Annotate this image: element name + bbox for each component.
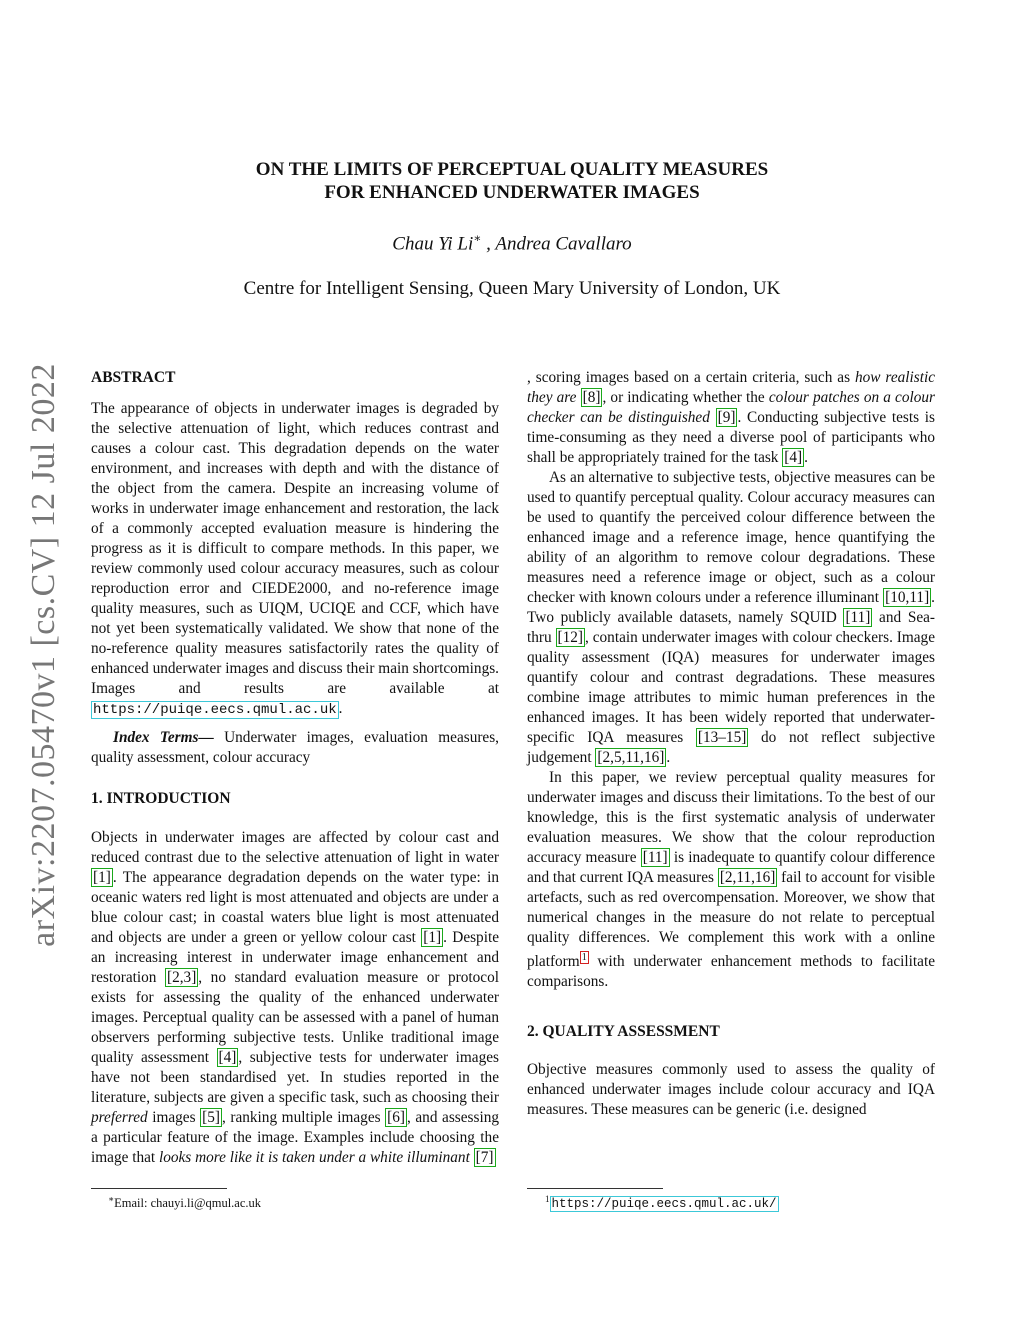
title-line-2: FOR ENHANCED UNDERWATER IMAGES bbox=[324, 182, 700, 203]
section-1-heading: 1. INTRODUCTION bbox=[91, 790, 231, 807]
citation-link[interactable]: [8] bbox=[582, 389, 601, 406]
text-run: In this paper, we review perceptual quality measures for underwater images and discuss their limitations. To the best of our knowledge, this is the first systematic analysis of underwater evaluation measures. We show that the colour reproduction accuracy measure bbox=[527, 769, 935, 866]
footnote-rule bbox=[527, 1188, 663, 1189]
arxiv-sidebar-stamp bbox=[24, 365, 64, 945]
quality-paragraph-1: Objective measures commonly used to assess the quality of enhanced underwater images include colour accuracy and IQA measures. These measures can be generic (i.e. designed bbox=[527, 1061, 935, 1119]
text-run: do not reflect subjective judgement bbox=[527, 729, 935, 766]
citation-link[interactable]: [13–15] bbox=[697, 729, 747, 746]
abstract-body: The appearance of objects in underwater images is degraded by the selective attenuation of light, which reduces contrast and causes a colour cast. This degradation depends on the water environment, and increases with depth and with the distance of the object from the camera. Despite an increasing volume of works in underwater image enhancement and restoration, the lack of a commonly accepted evaluation measure is hindering the progress as it is difficult to compare methods. In this paper, we review commonly used colour accuracy measures, such as colour reproduction error and CIEDE2000, and no-reference image quality measures, such as UIQM, UCIQE and CCF, which have not yet been systematically validated. We show that none of the no-reference quality measures satisfactorily rates the quality of enhanced underwater images and discuss their main shortcomings. Images and results are available at bbox=[91, 400, 499, 697]
text-run: , or indicating whether the bbox=[602, 389, 769, 406]
text-run bbox=[710, 409, 716, 426]
text-run: is inadequate to quantify colour difference and that current IQA measures bbox=[527, 849, 935, 886]
abstract-link[interactable]: https://puiqe.eecs.qmul.ac.uk bbox=[93, 702, 337, 718]
citation-link[interactable]: [4] bbox=[784, 449, 803, 466]
text-run: . Conducting subjective tests is time-consuming as they need a diverse pool of participants who shall be appropriately trained for the task bbox=[527, 409, 935, 466]
author-list bbox=[0, 231, 1024, 255]
text-run: . The appearance degradation depends on the water type: in oceanic waters red light is most attenuated and objects are under a blue colour cast; in coastal waters blue light is most attenuated and objects are under a green or yellow colour cast bbox=[91, 869, 499, 946]
abstract-end: . bbox=[338, 700, 343, 717]
text-run: . Two publicly available datasets, namely SQUID bbox=[527, 589, 935, 626]
citation-link[interactable]: [2,11,16] bbox=[719, 869, 776, 886]
intro-paragraph-1 bbox=[91, 828, 499, 1168]
citation-link[interactable]: [4] bbox=[218, 1049, 237, 1066]
footnote-rule bbox=[91, 1188, 227, 1189]
text-run: . Despite an increasing interest in underwater image enhancement and restoration bbox=[91, 929, 499, 986]
footnote-email bbox=[108, 1194, 261, 1211]
section-2-heading: 2. QUALITY ASSESSMENT bbox=[527, 1023, 720, 1041]
emphasis: how realistic they are bbox=[527, 369, 936, 406]
text-run: , no standard evaluation measure or protocol exists for assessing the quality of the enhanced underwater images. Perceptual quality can be assessed with a panel of human observers performing subjective tests. Unlike traditional image quality assessment bbox=[91, 969, 499, 1066]
text-run: Objects in underwater images are affected by colour cast and reduced contrast due to the selective attenuation of light in water bbox=[91, 829, 499, 866]
citation-link[interactable]: [1] bbox=[423, 929, 442, 946]
citation-link[interactable]: [2,3] bbox=[166, 969, 197, 986]
index-terms bbox=[91, 728, 499, 768]
abstract-heading: ABSTRACT bbox=[91, 369, 176, 386]
citation-link[interactable]: [1] bbox=[93, 869, 111, 886]
citation-link[interactable]: [9] bbox=[717, 409, 736, 426]
text-run: fail to account for visible artefacts, such as red overcompensation. Moreover, we show that numerical changes in the measure do not relate to perceptual quality differences. We complement this work with a online platform bbox=[527, 869, 936, 971]
index-terms-text: Underwater images, evaluation measures, quality assessment, colour accuracy bbox=[91, 729, 499, 766]
intro-paragraph-2 bbox=[527, 468, 935, 768]
footnote-mark: ∗ bbox=[108, 1194, 115, 1204]
text-run: , scoring images based on a certain criteria, such as bbox=[527, 369, 855, 386]
emphasis: looks more like it is taken under a white illuminant bbox=[158, 1149, 470, 1166]
citation-link[interactable]: [5] bbox=[202, 1109, 220, 1126]
index-terms-label: Index Terms— bbox=[113, 729, 214, 746]
right-column bbox=[527, 368, 935, 1120]
text-run: images bbox=[147, 1109, 201, 1126]
footnote-link-url[interactable]: https://puiqe.eecs.qmul.ac.uk/ bbox=[551, 1197, 777, 1212]
affiliation: Centre for Intelligent Sensing, Queen Mary University of London, UK bbox=[243, 278, 781, 299]
emphasis: preferred bbox=[91, 1109, 148, 1126]
emphasis: colour patches on a colour checker can be distinguished bbox=[527, 389, 935, 426]
text-run: , subjective tests for underwater images have not been standardised yet. In studies reported in the literature, subjects are given a specific task, such as choosing their bbox=[91, 1049, 499, 1106]
title-line-1: ON THE LIMITS OF PERCEPTUAL QUALITY MEASURES bbox=[255, 159, 769, 180]
text-run: with underwater enhancement methods to facilitate comparisons. bbox=[527, 953, 935, 991]
text-run: As an alternative to subjective tests, objective measures can be used to quantify perceptual quality. Colour accuracy measures can be used to quantify the perceived colour difference between the enhanced image and a reference image, hence quantifying the ability of an algorithm to remove colour degradations. These measures need a reference image or object, such as a colour checker with known colours under a reference illuminant bbox=[527, 469, 935, 606]
author-name: Chau Yi Li bbox=[392, 233, 474, 255]
author-footnote-mark: ∗ bbox=[473, 231, 482, 245]
footnote-text: Email: chauyi.li@qmul.ac.uk bbox=[114, 1196, 262, 1211]
text-run bbox=[576, 389, 580, 406]
footnote-link[interactable]: 1 bbox=[581, 952, 587, 963]
citation-link[interactable]: [7] bbox=[475, 1149, 494, 1166]
citation-link[interactable]: [12] bbox=[557, 629, 584, 646]
author-name: Andrea Cavallaro bbox=[495, 233, 632, 255]
intro-paragraph-1-continued bbox=[527, 368, 935, 468]
footnote-mark: 1 bbox=[545, 1194, 550, 1204]
left-column bbox=[91, 368, 499, 1168]
arxiv-identifier[interactable]: arXiv:2207.05470v1 [cs.CV] 12 Jul 2022 bbox=[25, 363, 62, 947]
text-run: . bbox=[666, 749, 671, 766]
author-separator: , bbox=[481, 233, 496, 255]
paper-title bbox=[0, 158, 1024, 204]
citation-link[interactable]: [2,5,11,16] bbox=[597, 749, 665, 766]
intro-paragraph-3 bbox=[527, 768, 935, 992]
footnote-url bbox=[545, 1194, 779, 1211]
citation-link[interactable]: [10,11] bbox=[885, 589, 930, 606]
citation-link[interactable]: [6] bbox=[387, 1109, 405, 1126]
abstract-text bbox=[91, 399, 499, 720]
text-run: and Sea-thru bbox=[527, 609, 935, 646]
text-run: , ranking multiple images bbox=[221, 1109, 386, 1126]
text-run: . bbox=[804, 449, 808, 466]
text-run: , contain underwater images with colour checkers. Image quality assessment (IQA) measures for underwater images quantify colour and contrast degradations. These measures combine image attributes to mimic human preferences in the enhanced images. It has been widely reported that underwater-specific IQA measures bbox=[527, 629, 935, 746]
citation-link[interactable]: [11] bbox=[642, 849, 668, 866]
citation-link[interactable]: [11] bbox=[845, 609, 871, 626]
text-run: , and assessing a particular feature of the image. Examples include choosing the image that bbox=[91, 1109, 499, 1166]
